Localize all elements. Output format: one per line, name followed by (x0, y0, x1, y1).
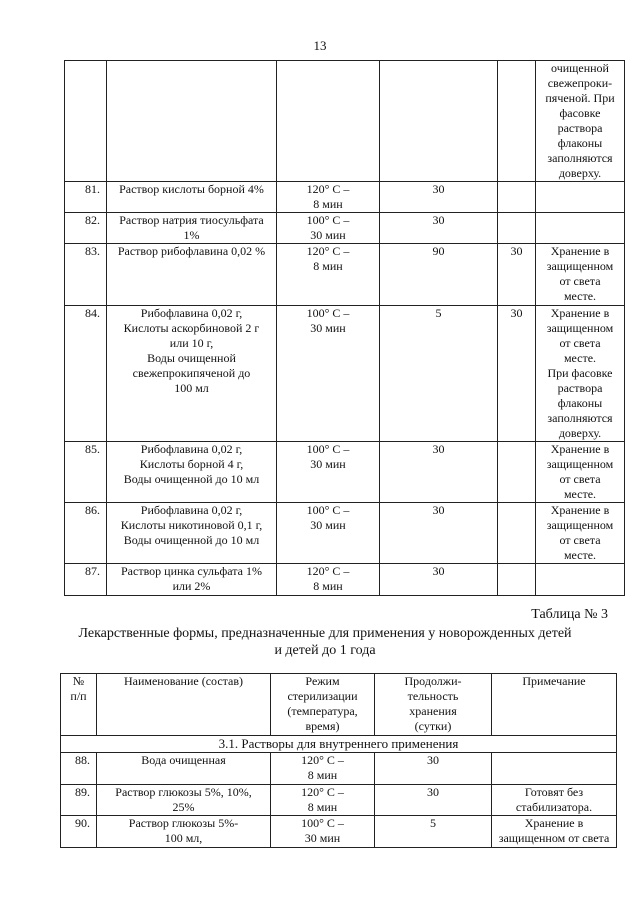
name-cell: Раствор кислоты борной 4% (107, 182, 277, 213)
table-3 (60, 673, 617, 848)
header-regime: Режим стерилизации (температура, время) (271, 674, 375, 736)
name-cell: Раствор глюкозы 5%- 100 мл, (97, 816, 271, 848)
note-cell: Готовят без стабилизатора. (492, 785, 617, 816)
storage-cell: 5 (380, 306, 498, 442)
note-cell (536, 564, 625, 596)
regime-cell: 120° С – 8 мин (277, 182, 380, 213)
note-cell: Хранение в защищенном от света месте. При фасовке раствора флаконы заполняются доверху. (536, 306, 625, 442)
table-row (65, 213, 625, 244)
header-num: № п/п (61, 674, 97, 736)
regime-cell: 120° С – 8 мин (277, 244, 380, 306)
note-cell (536, 182, 625, 213)
storage-cell: 5 (375, 816, 492, 848)
regime-cell: 120° С – 8 мин (271, 785, 375, 816)
name-cell: Раствор натрия тиосульфата 1% (107, 213, 277, 244)
name-cell: Раствор цинка сульфата 1% или 2% (107, 564, 277, 596)
note-cell (536, 213, 625, 244)
regime-cell: 100° С – 30 мин (277, 442, 380, 503)
header-storage: Продолжи- тельность хранения (сутки) (375, 674, 492, 736)
note-cell (492, 753, 617, 785)
row-number: 85. (65, 442, 107, 503)
storage-cell: 30 (380, 564, 498, 596)
extra-cell (498, 442, 536, 503)
table-row (65, 244, 625, 306)
storage-cell: 30 (380, 182, 498, 213)
table-row (61, 753, 617, 785)
table-row (65, 503, 625, 564)
regime-cell: 100° С – 30 мин (277, 306, 380, 442)
section-heading: 3.1. Растворы для внутреннего применения (61, 736, 617, 753)
table-row (65, 306, 625, 442)
table-row (65, 182, 625, 213)
note-cell: очищенной свежепроки- пяченой. При фасовке раствора флаконы заполняются доверху. (536, 61, 625, 182)
regime-cell: 100° С – 30 мин (271, 816, 375, 848)
storage-cell: 30 (380, 503, 498, 564)
name-cell: Раствор глюкозы 5%, 10%, 25% (97, 785, 271, 816)
name-cell: Рибофлавина 0,02 г, Кислоты никотиновой 0,1 г, Воды очищенной до 10 мл (107, 503, 277, 564)
page-number: 13 (313, 38, 327, 53)
regime-cell: 120° С – 8 мин (271, 753, 375, 785)
storage-cell: 30 (380, 442, 498, 503)
name-cell: Рибофлавина 0,02 г, Кислоты борной 4 г, Воды очищенной до 10 мл (107, 442, 277, 503)
row-number: 89. (61, 785, 97, 816)
table-header-row (61, 674, 617, 736)
regime-cell: 100° С – 30 мин (277, 213, 380, 244)
table-continued (64, 60, 625, 596)
row-number: 84. (65, 306, 107, 442)
table-row (65, 442, 625, 503)
extra-cell (498, 213, 536, 244)
note-cell: Хранение в защищенном от света месте. (536, 503, 625, 564)
name-cell: Рибофлавина 0,02 г, Кислоты аскорбиновой 2 г или 10 г, Воды очищенной свежепрокипяченой до 100 мл (107, 306, 277, 442)
regime-cell: 100° С – 30 мин (277, 503, 380, 564)
table-row (61, 816, 617, 848)
section-row (61, 736, 617, 753)
storage-cell: 30 (380, 213, 498, 244)
storage-cell: 30 (375, 753, 492, 785)
row-number: 87. (65, 564, 107, 596)
table-row (61, 785, 617, 816)
extra-cell (498, 182, 536, 213)
table-row (65, 564, 625, 596)
extra-cell (498, 564, 536, 596)
extra-cell: 30 (498, 244, 536, 306)
table-row (65, 61, 625, 182)
name-cell: Вода очищенная (97, 753, 271, 785)
row-number: 88. (61, 753, 97, 785)
note-cell: Хранение в защищенном от света месте. (536, 244, 625, 306)
name-cell: Раствор рибофлавина 0,02 % (107, 244, 277, 306)
extra-cell: 30 (498, 306, 536, 442)
storage-cell: 90 (380, 244, 498, 306)
row-number: 83. (65, 244, 107, 306)
row-number: 81. (65, 182, 107, 213)
header-note: Примечание (492, 674, 617, 736)
row-number: 86. (65, 503, 107, 564)
extra-cell (498, 503, 536, 564)
note-cell: Хранение в защищенном от света месте. (536, 442, 625, 503)
storage-cell: 30 (375, 785, 492, 816)
table-title: Лекарственные формы, предназначенные для применения у новорожденных детей и детей до 1 года (78, 626, 572, 658)
regime-cell: 120° С – 8 мин (277, 564, 380, 596)
note-cell: Хранение в защищенном от света (492, 816, 617, 848)
row-number: 82. (65, 213, 107, 244)
table-label: Таблица № 3 (531, 607, 608, 622)
row-number: 90. (61, 816, 97, 848)
header-name: Наименование (состав) (97, 674, 271, 736)
